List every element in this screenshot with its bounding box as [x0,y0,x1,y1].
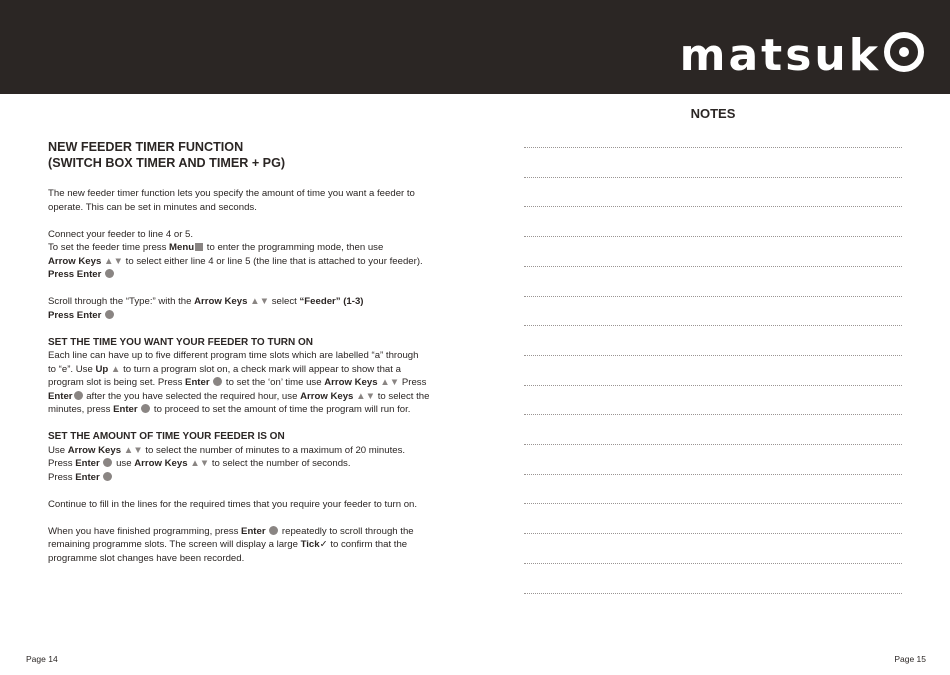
up-arrow-icon: ▲ [108,363,121,375]
enter-circle-icon [103,472,112,481]
note-line [524,177,902,178]
page-number-right: Page 15 [894,654,926,664]
final-paragraph: When you have finished programming, press Enter repeatedly to scroll through the remaining programme slots. The screen will display a large Tick✓ to confirm that the programme slot changes have been recorded. [48,525,414,564]
enter-circle-icon [105,310,114,319]
note-line [524,147,902,148]
notes-title: NOTES [690,106,736,121]
note-line [524,236,902,237]
intro-paragraph: The new feeder timer function lets you specify the amount of time you want a feeder to operate. This can be set in minutes and seconds. [48,188,415,213]
note-line [524,444,902,445]
note-line [524,414,902,415]
section-title [48,139,443,171]
title-line-2: (SWITCH BOX TIMER AND TIMER + PG) [48,156,286,170]
connect-paragraph: Connect your feeder to line 4 or 5. To set the feeder time press Menu to enter the programming mode, then use Arrow Keys ▲▼ to select either line 4 or line 5 (the line that is attached to your feeder). Press Enter [48,228,423,280]
amount-paragraph: Use Arrow Keys ▲▼ to select the number of minutes to a maximum of 20 minutes. Press Enter use Arrow Keys ▲▼ to select the number of seconds. Press Enter [48,444,406,483]
left-column [48,139,443,579]
arrow-keys-icon: ▲▼ [353,390,376,402]
arrow-keys-icon: ▲▼ [101,255,123,267]
note-line [524,474,902,475]
note-line [524,593,902,594]
enter-circle-icon [105,269,114,278]
matsuko-logo: matsuk [680,30,924,78]
note-line [524,296,902,297]
note-line [524,266,902,267]
turn-on-paragraph: Each line can have up to five different program time slots which are labelled “a” through to “e”. Use Up ▲ to turn a program slot on, a check mark will appear to show that a program slot is being set. Press Enter to set the ‘on’ time use Arrow Keys ▲▼ Press Enter after the you have selected the required hour, use Arrow Keys ▲▼ to select the minutes, press Enter to proceed to set the amount of time the program will run for. [48,350,430,415]
arrow-keys-icon: ▲▼ [121,444,143,456]
note-line [524,503,902,504]
title-line-1: NEW FEEDER TIMER FUNCTION [48,140,244,154]
scroll-paragraph: Scroll through the “Type:” with the Arrow Keys ▲▼ select “Feeder” (1-3) Press Enter [48,296,364,321]
note-line [524,206,902,207]
subheading-amount: SET THE AMOUNT OF TIME YOUR FEEDER IS ON [48,431,285,442]
enter-circle-icon [141,404,150,413]
continue-paragraph: Continue to fill in the lines for the required times that you require your feeder to turn on. [48,498,418,510]
subheading-turn-on: SET THE TIME YOU WANT YOUR FEEDER TO TURN ON [48,336,314,348]
arrow-keys-icon: ▲▼ [377,377,400,388]
arrow-keys-icon: ▲▼ [187,458,210,469]
note-line [524,563,902,564]
note-line [524,385,902,386]
tick-icon: ✓ [319,539,328,550]
menu-square-icon [195,243,203,251]
enter-circle-icon [269,526,278,535]
note-line [524,533,902,534]
enter-circle-icon [74,391,83,400]
page-number-left: Page 14 [26,654,58,664]
note-line [524,325,902,326]
header-bar [0,0,950,94]
arrow-keys-icon: ▲▼ [247,296,270,307]
enter-circle-icon [103,458,112,467]
note-line [524,355,902,356]
enter-circle-icon [213,377,222,386]
